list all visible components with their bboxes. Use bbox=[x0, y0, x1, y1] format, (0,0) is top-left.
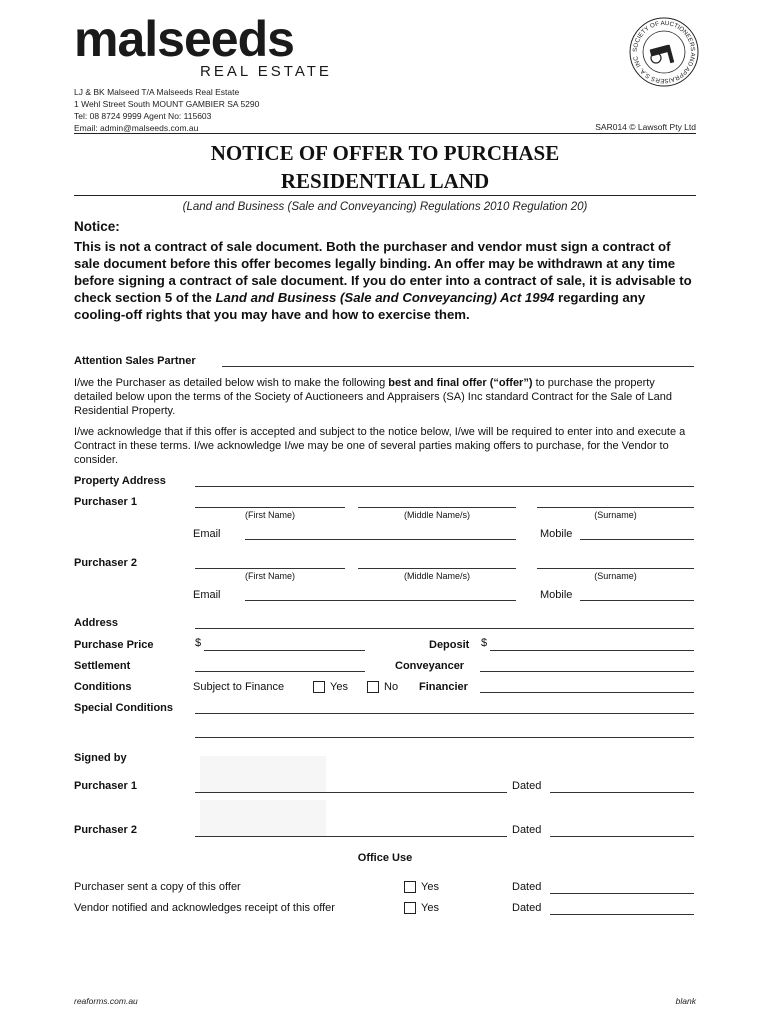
logo-subtitle: REAL ESTATE bbox=[200, 63, 332, 80]
purchaser2-middle-name-input[interactable] bbox=[358, 568, 516, 569]
office-row1-label: Purchaser sent a copy of this offer bbox=[74, 881, 241, 893]
conveyancer-input[interactable] bbox=[480, 671, 694, 672]
purchaser2-signature-area[interactable] bbox=[200, 800, 326, 836]
purchaser1-dated-label: Dated bbox=[512, 780, 542, 792]
purchaser1-mobile-input[interactable] bbox=[580, 539, 694, 540]
offer-paragraph-bold: best and final offer (“offer”) bbox=[388, 377, 533, 389]
title-line-1: NOTICE OF OFFER TO PURCHASE bbox=[210, 141, 560, 165]
purchaser1-signature-line[interactable] bbox=[195, 792, 507, 793]
society-seal-icon bbox=[628, 16, 700, 88]
acknowledge-paragraph: I/we acknowledge that if this offer is accepted and subject to the notice below, I/we will be required to enter into and execute a Contract in these terms. I/we acknowledge I/we may be one of several parties making offers to purchase, for the Vendor to consider. bbox=[74, 426, 686, 466]
finance-yes-label: Yes bbox=[330, 681, 348, 693]
property-address-input[interactable] bbox=[195, 486, 694, 487]
purchaser2-dated-input[interactable] bbox=[550, 836, 694, 837]
signed-by-heading: Signed by bbox=[74, 752, 127, 764]
purchaser1-first-name-caption: (First Name) bbox=[245, 510, 295, 520]
purchaser1-signature-area[interactable] bbox=[200, 756, 326, 792]
settlement-input[interactable] bbox=[195, 671, 365, 672]
purchaser1-surname-input[interactable] bbox=[537, 507, 694, 508]
special-conditions-input-2[interactable] bbox=[195, 737, 694, 738]
title-divider bbox=[74, 195, 696, 196]
purchaser2-surname-caption: (Surname) bbox=[594, 571, 637, 581]
notice-heading: Notice: bbox=[74, 219, 120, 234]
purchaser2-label: Purchaser 2 bbox=[74, 557, 137, 569]
purchaser2-mobile-label: Mobile bbox=[540, 589, 573, 601]
special-conditions-input-1[interactable] bbox=[195, 713, 694, 714]
notice-act-name: Land and Business (Sale and Conveyancing) Act 1994 bbox=[215, 290, 555, 305]
purchaser1-middle-name-caption: (Middle Name/s) bbox=[403, 510, 470, 520]
purchaser2-signature-line[interactable] bbox=[195, 836, 507, 837]
purchaser2-email-input[interactable] bbox=[245, 600, 516, 601]
purchaser1-mobile-label: Mobile bbox=[540, 528, 573, 540]
office-row2-label: Vendor notified and acknowledges receipt of this offer bbox=[74, 902, 335, 914]
office-row2-yes-checkbox[interactable] bbox=[404, 902, 416, 914]
page-title bbox=[74, 139, 696, 195]
deposit-input[interactable] bbox=[490, 650, 694, 651]
special-conditions-label: Special Conditions bbox=[74, 702, 174, 714]
agency-address: 1 Wehl Street South MOUNT GAMBIER SA 5290 bbox=[74, 99, 260, 109]
office-row2-dated-input[interactable] bbox=[550, 914, 694, 915]
office-row1-yes-checkbox[interactable] bbox=[404, 881, 416, 893]
purchaser2-first-name-caption: (First Name) bbox=[245, 571, 295, 581]
address-label: Address bbox=[74, 617, 119, 629]
offer-paragraph-a: I/we the Purchaser as detailed below wish to make the following bbox=[74, 377, 389, 389]
purchaser2-dated-label: Dated bbox=[512, 824, 542, 836]
offer-paragraph bbox=[74, 376, 696, 418]
purchaser1-first-name-input[interactable] bbox=[195, 507, 345, 508]
seal-text: SOCIETY OF AUCTIONEERS AND APPRAISERS S.A. INC bbox=[631, 19, 697, 85]
property-address-label: Property Address bbox=[74, 475, 166, 487]
financier-label: Financier bbox=[419, 681, 468, 693]
purchaser1-surname-caption: (Surname) bbox=[594, 510, 637, 520]
footer-status: blank bbox=[675, 996, 696, 1006]
finance-yes-checkbox[interactable] bbox=[313, 681, 325, 693]
finance-no-label: No bbox=[384, 681, 399, 693]
notice-text bbox=[74, 238, 696, 323]
title-line-2: RESIDENTIAL LAND bbox=[280, 169, 490, 193]
deposit-label: Deposit bbox=[429, 639, 470, 651]
office-row1-dated-input[interactable] bbox=[550, 893, 694, 894]
conditions-label: Conditions bbox=[74, 681, 132, 693]
purchaser1-middle-name-input[interactable] bbox=[358, 507, 516, 508]
agency-details bbox=[74, 86, 259, 134]
settlement-label: Settlement bbox=[74, 660, 131, 672]
signed-purchaser2-label: Purchaser 2 bbox=[74, 824, 137, 836]
office-use-heading: Office Use bbox=[357, 852, 413, 864]
agency-email: Email: admin@malseeds.com.au bbox=[74, 123, 199, 133]
attention-input[interactable] bbox=[222, 366, 694, 367]
deposit-currency: $ bbox=[481, 637, 488, 649]
office-row2-yes-label: Yes bbox=[421, 902, 439, 914]
purchaser1-label: Purchaser 1 bbox=[74, 496, 137, 508]
regulation-subtitle: (Land and Business (Sale and Conveyancing) Regulations 2010 Regulation 20) bbox=[182, 201, 588, 213]
notice-part-1: This is not a contract of sale document. Both the purchaser and vendor must sign a contract of sale document before this offer becomes legally binding. An offer may be withdrawn at any time before signing a contract of sale document. If you do enter into a contract of sale, it is advisable to check section 5 of the bbox=[74, 239, 692, 305]
purchaser2-surname-input[interactable] bbox=[537, 568, 694, 569]
offer-paragraph-b: to purchase the property detailed below upon the terms of the Society of Auctioneers and Appraisers (SA) Inc standard Contract for the Sale of Land Residential Property. bbox=[74, 377, 673, 417]
notice-part-2: regarding any cooling-off rights that you may have and how to exercise them. bbox=[74, 290, 646, 322]
subject-to-finance-label: Subject to Finance bbox=[193, 681, 285, 693]
agency-phone: Tel: 08 8724 9999 Agent No: 115603 bbox=[74, 111, 212, 121]
footer-source: reaforms.com.au bbox=[74, 996, 138, 1006]
purchase-price-currency: $ bbox=[195, 637, 202, 649]
purchaser1-email-input[interactable] bbox=[245, 539, 516, 540]
purchaser2-first-name-input[interactable] bbox=[195, 568, 345, 569]
form-code: SAR014 © Lawsoft Pty Ltd bbox=[595, 122, 696, 132]
malseeds-logo: malseeds bbox=[74, 11, 294, 67]
purchaser2-middle-name-caption: (Middle Name/s) bbox=[403, 571, 470, 581]
financier-input[interactable] bbox=[480, 692, 694, 693]
purchaser2-email-label: Email bbox=[193, 589, 221, 601]
purchase-price-label: Purchase Price bbox=[74, 639, 154, 651]
office-row1-dated-label: Dated bbox=[512, 881, 542, 893]
purchaser1-dated-input[interactable] bbox=[550, 792, 694, 793]
office-row1-yes-label: Yes bbox=[421, 881, 439, 893]
office-row2-dated-label: Dated bbox=[512, 902, 542, 914]
purchase-price-input[interactable] bbox=[204, 650, 365, 651]
conveyancer-label: Conveyancer bbox=[395, 660, 465, 672]
header-divider bbox=[74, 133, 696, 134]
attention-label: Attention Sales Partner bbox=[74, 355, 196, 367]
finance-no-checkbox[interactable] bbox=[367, 681, 379, 693]
agency-name: LJ & BK Malseed T/A Malseeds Real Estate bbox=[74, 87, 240, 97]
address-input[interactable] bbox=[195, 628, 694, 629]
purchaser2-mobile-input[interactable] bbox=[580, 600, 694, 601]
purchaser1-email-label: Email bbox=[193, 528, 221, 540]
signed-purchaser1-label: Purchaser 1 bbox=[74, 780, 137, 792]
